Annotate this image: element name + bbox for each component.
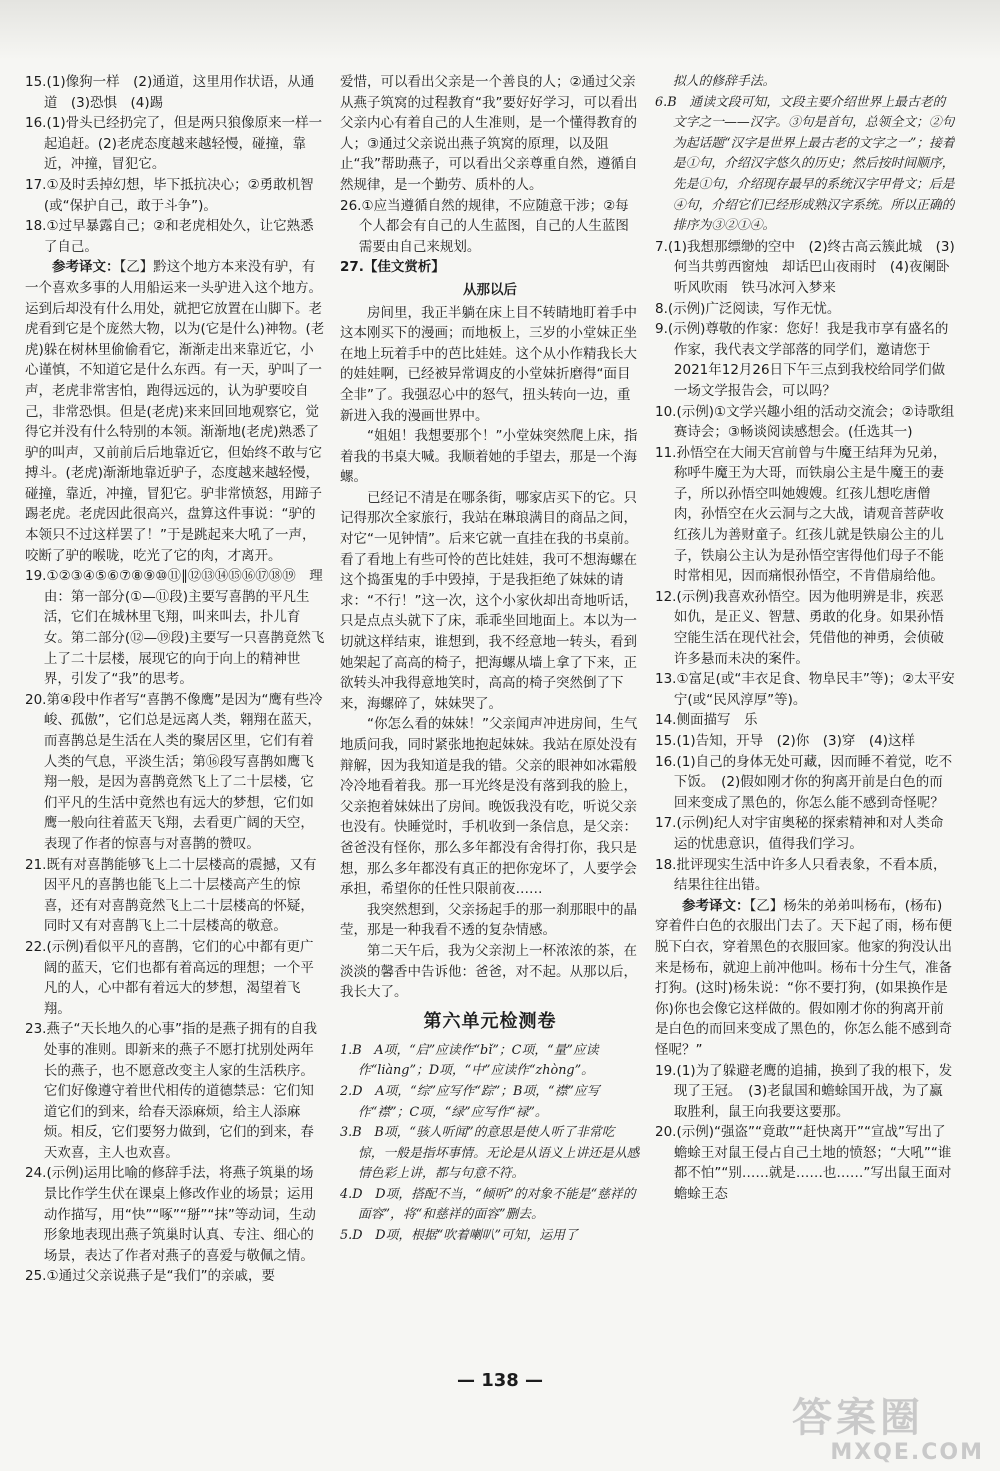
site-watermark xyxy=(792,1396,992,1466)
answer-item xyxy=(655,319,955,401)
essay-paragraph xyxy=(340,488,640,715)
text: “你怎么看的妹妹！”父亲闻声冲进房间，生气地质问我，同时紧张地抱起妹妹。我站在原处没有辩解，因为我知道是我的错。父亲的眼神如冰霜般冷冷地看着我。那一耳光终是没有落到我的脸上，父亲抱着妹妹出了房间。晚饭我没有吃，听说父亲也没有。快睡觉时，手机收到一条信息，是父亲：爸爸没有怪你，那么多年都没有舍得打你，我只是想，那么多年都没有真正的把你宠坏了，人要学会承担，希望你的任性只限前夜…… xyxy=(340,716,638,898)
text: 18.批评现实生活中许多人只看表象，不看本质，结果往往出错。 xyxy=(655,856,947,894)
answer-item xyxy=(340,1226,640,1247)
answer-item xyxy=(655,587,955,669)
answer-item xyxy=(655,402,955,443)
text: 房间里，我正半躺在床上目不转睛地盯着手中这本刚买下的漫画；而地板上，三岁的小堂妹正坐在地上玩着手中的芭比娃娃。这个从小作精我长大的娃娃啊，已经被异常调皮的小堂妹折磨得“面目全非”了。我强忍心中的怒气，扭头转向一边，重新进入我的漫画世界中。 xyxy=(340,304,637,424)
essay-paragraph xyxy=(340,714,640,899)
text: 13.①富足(或“丰衣足食、物阜民丰”等)；②太平安宁(或“民风淳厚”等)。 xyxy=(655,671,955,708)
text: 已经记不清是在哪条街，哪家店买下的它。只记得那次全家旅行，我站在琳琅满目的商品之间，对它“一见钟情”。后来它就一直挂在我的书桌前。看了看地上有些可怜的芭比娃娃，我可不想海螺在这个捣蛋鬼的手中毁掉，于是我拒绝了妹妹的请求：“不行！”这一次，这个小家伙却出奇地听话，只是点点头就下了床，乖乖坐回地面上。本以为一切就这样结束，谁想到，我不经意地一转头，看到她架起了高高的椅子，把海螺从墙上拿了下来，正欲转头冲我得意地笑时，高高的椅子突然倒了下来，海螺碎了，妹妹哭了。 xyxy=(340,489,638,712)
answer-item xyxy=(25,855,325,937)
answer-item xyxy=(25,175,325,216)
unit-test-title xyxy=(340,1007,640,1037)
reference-translation xyxy=(25,257,325,566)
essay-title xyxy=(340,280,640,301)
reference-translation xyxy=(655,896,955,1061)
text: 【乙】杨朱的弟弟叫杨布，(杨布)穿着件白色的衣服出门去了。天下起了雨，杨布便脱下白衣，穿着黑色的衣服回家。他家的狗没认出来是杨布，就迎上前冲他叫。杨布十分生气，准备打狗。(这时)杨朱说：“你不要打狗，(如果换作是你)你也会像它这样做的。假如刚才你的狗离开前是白色的而回来变成了黑色的，你怎么能不感到奇怪呢？” xyxy=(655,897,952,1058)
text: 7.(1)我想那缥缈的空中 (2)终古高云簇此城 (3)何当共剪西窗烛 却话巴山夜雨时 (4)夜阑卧听风吹雨 铁马冰河入梦来 xyxy=(655,238,955,296)
text: 爱惜，可以看出父亲是一个善良的人；②通过父亲从燕子筑窝的过程教育“我”要好好学习，可以看出父亲内心有着自己的人生准则，是一个懂得教育的人；③通过父亲说出燕子筑窝的原理，以及阻止“我”帮助燕子，可以看出父亲尊重自然，遵循自然规律，是一个勤劳、质朴的人。 xyxy=(340,74,638,193)
answer-item xyxy=(25,1019,325,1163)
text: “姐姐！我想要那个！”小堂妹突然爬上床，指着我的书桌大喊。我顺着她的手望去，那是一个海螺。 xyxy=(340,428,638,486)
essay-paragraph xyxy=(340,426,640,488)
answer-column-right xyxy=(655,72,955,1362)
answer-item xyxy=(655,813,955,854)
answer-column-left xyxy=(25,72,325,1362)
text: 3.B B项，“骇人听闻”的意思是使人听了非常吃惊，一般是指坏事情。无论是从语义上讲还是从感情色彩上讲，都与句意不符。 xyxy=(340,1125,640,1182)
essay-paragraph xyxy=(340,303,640,427)
translation-label: 参考译文： xyxy=(682,897,750,914)
text: 16.(1)骨头已经扔完了，但是两只狼像原来一样一起追赶。(2)老虎态度越来越轻慢，碰撞，靠近，冲撞，冒犯它。 xyxy=(25,115,323,173)
answer-item xyxy=(25,690,325,855)
answer-item xyxy=(655,237,955,299)
answer-item xyxy=(655,93,955,237)
answer-item xyxy=(655,710,955,731)
text: 15.(1)告知，开导 (2)你 (3)穿 (4)这样 xyxy=(655,733,915,749)
text: 23.燕子“天长地久的心事”指的是燕子拥有的自我处事的准则。即新来的燕子不愿打扰别处两年长的燕子，也不愿意改变主人家的生活秩序。它们好像遵守着世代相传的道德禁忌：它们知道它们的到来，给春天添麻烦，给主人添麻烦。相反，它们要努力做到，它们的到来，春天欢喜，主人也欢喜。 xyxy=(25,1021,317,1161)
answer-item xyxy=(340,1123,640,1185)
text: 21.既有对喜鹊能够飞上二十层楼高的震撼，又有因平凡的喜鹊也能飞上二十层楼高产生的惊喜，还有对喜鹊竟然飞上二十层楼高的怀疑，同时又有对喜鹊飞上二十层楼高的敬意。 xyxy=(25,856,317,935)
answer-item xyxy=(25,937,325,1019)
answer-item xyxy=(25,1163,325,1266)
text: 19.①②③④⑤⑥⑦⑧⑨⑩⑪∥⑫⑬⑭⑮⑯⑰⑱⑲ 理由：第一部分(①—⑪段)主要写喜鹊的平凡生活，它们在城林里飞翔，叫来叫去，扑儿育女。第二部分(⑫—⑲段)主要写一只喜鹊竟然飞上了二十层楼，展现它的向于向上的精神世界，引发了“我”的思考。 xyxy=(25,568,325,688)
text: 24.(示例)运用比喻的修辞手法，将燕子筑巢的场景比作学生伏在课桌上修改作业的场景；运用动作描写，用“快”“啄”“掰”“抹”等动词，生动形象地表现出燕子筑巢时认真、专注、细心的场景，表达了作者对燕子的喜爱与敬佩之情。 xyxy=(25,1165,316,1264)
text: 9.(示例)尊敬的作家：您好！我是我市享有盛名的作家，我代表文学部落的同学们，邀请您于2021年12月26日下午三点到我校给同学们做一场文学报告会，可以吗？ xyxy=(655,321,949,399)
scan-top-shading xyxy=(0,0,1000,60)
text: 11.孙悟空在大闹天宫前曾与牛魔王结拜为兄弟，称呼牛魔王为大哥，而铁扇公主是牛魔王的妻子，所以孙悟空叫她嫂嫂。红孩儿想吃唐僧肉，孙悟空在火云洞与之大战，请观音菩萨收红孩儿为善财童子。红孩儿就是铁扇公主的儿子，铁扇公主认为是孙悟空害得他们母子不能时常相见，因而痛恨孙悟空，不肯借扇给他。 xyxy=(655,444,947,585)
text: 25.①通过父亲说燕子是“我们”的亲戚，要 xyxy=(25,1268,276,1285)
text: 10.(示例)①文学兴趣小组的活动交流会；②诗歌组赛诗会；③畅谈阅读感想会。(任选其一) xyxy=(655,403,955,441)
answer-item xyxy=(25,1266,325,1287)
continued-text xyxy=(655,72,955,93)
text: 6.B 通读文段可知，文段主要介绍世界上最古老的文字之一——汉字。③句是首句，总领全文；②句为起话题“汉字是世界上最古老的文字之一”；接着是①句，介绍汉字悠久的历史；然后按时间顺序，先是①句，介绍现存最早的系统汉字甲骨文；后是④句，介绍它们已经形成熟汉字系统。所以正确的排序为③②①④。 xyxy=(655,94,955,234)
answer-item xyxy=(25,216,325,257)
text: 5.D D项，根据“吹着喇叭”可知，运用了 xyxy=(340,1228,578,1244)
text: 从那以后 xyxy=(463,281,517,298)
section-heading xyxy=(340,257,640,278)
text: 19.(1)为了躲避老鹰的追捕，换到了我的根下，发现了王冠。 (3)老鼠国和蟾蜍国开战，为了赢取胜利，鼠王向我要这要那。 xyxy=(655,1062,953,1120)
text: 17.①及时丢掉幻想，毕下抵抗决心；②勇敢机智(或“保护自己，敢于斗争”)。 xyxy=(25,176,314,214)
answer-column-middle xyxy=(340,72,640,1362)
answer-item xyxy=(655,1061,955,1123)
answer-item xyxy=(340,196,640,258)
text: 拟人的修辞手法。 xyxy=(672,74,776,89)
translation-label: 参考译文： xyxy=(52,259,120,276)
text: 第二天午后，我为父亲沏上一杯浓浓的茶，在淡淡的馨香中告诉他：爸爸，对不起。从那以后，我长大了。 xyxy=(340,942,637,1001)
text: 2.D A项，“综”应写作“踪”；B项，“襟”应写作“襟”；C项，“绿”应写作“禄”。 xyxy=(340,1083,600,1120)
text: 20.(示例)“强盗”“竟敢”“赶快离开”“宣战”写出了蟾蜍王对鼠王侵占自己土地的愤怒；“大吼”“谁都不怕”“别……就是……也……”写出鼠王面对蟾蜍王态 xyxy=(655,1124,952,1203)
answer-item xyxy=(340,1082,640,1123)
essay-paragraph xyxy=(340,900,640,941)
answer-item xyxy=(655,731,955,752)
watermark-domain: MXQE.COM xyxy=(830,1440,984,1465)
text: 16.(1)自己的身体无处可藏，因而睡不着觉，吃不下饭。 (2)假如刚才你的狗离开前是白色的而回来变成了黑色的，你怎么能不感到奇怪呢？ xyxy=(655,753,953,811)
page-number: — 138 — xyxy=(456,1370,544,1391)
answer-item xyxy=(655,1122,955,1204)
text: 8.(示例)广泛阅读，写作无忧。 xyxy=(655,300,841,317)
text: 12.(示例)我喜欢孙悟空。因为他明辨是非，疾恶如仇，是正义、智慧、勇敢的化身。如果孙悟空能生活在现代社会，凭借他的神勇，会侦破许多悬而未决的案件。 xyxy=(655,588,944,667)
answer-item xyxy=(25,72,325,113)
text: 27.【佳文赏析】 xyxy=(340,259,445,276)
text: 4.D D项，搭配不当，“倾听”的对象不能是“慈祥的面容”，将“和慈祥的面容”删去。 xyxy=(340,1186,636,1223)
answer-item xyxy=(25,566,325,690)
text: 18.①过早暴露自己；②和老虎相处久，让它熟悉了自己。 xyxy=(25,218,314,255)
answer-item xyxy=(655,299,955,320)
text: 15.(1)像狗一样 (2)通道，这里用作状语，从通道 (3)恐惧 (4)踢 xyxy=(25,74,315,111)
text: 【乙】黔这个地方本来没有驴，有一个喜欢多事的人用船运来一头驴进入这个地方。运到后却没有什么用处，就把它放置在山脚下。老虎看到它是个庞然大物，以为(它是什么)神物。(老虎)躲在树林里偷偷看它，渐渐走出来靠近它，小心谨慎，不知道它是什么东西。有一天，驴叫了一声，老虎非常害怕，跑得远远的，认为驴要咬自己，非常恐惧。但是(老虎)来来回回地观察它，觉得它并没有什么特别的本领。渐渐地(老虎)熟悉了驴的叫声，又前前后后地靠近它，但始终不敢与它搏斗。(老虎)渐渐地靠近驴子，态度越来越轻慢，碰撞，靠近，冲撞，冒犯它。驴非常愤怒，用蹄子踢老虎。老虎因此很高兴，盘算这件事说：“驴的本领只不过这样罢了！”于是跳起来大吼了一声，咬断了驴的喉咙，吃光了它的肉，才离开。 xyxy=(25,259,325,564)
answer-item xyxy=(655,669,955,710)
watermark-logo-text: 答案圈 xyxy=(792,1395,924,1441)
text: 20.第④段中作者写“喜鹊不像鹰”是因为“鹰有些冷峻、孤傲”，它们总是远离人类，翱翔在蓝天，而喜鹊总是生活在人类的聚居区里，它们有着人类的气息，平淡生活；第⑯段写喜鹊如鹰飞翔一般，是因为喜鹊竟然飞上了二十层楼，它们平凡的生活中竟然也有远大的梦想，它们如鹰一般向往着蓝天飞翔，去看更广阔的天空，表现了作者的惊喜与对喜鹊的赞叹。 xyxy=(25,691,323,852)
answer-item xyxy=(655,443,955,587)
text: 22.(示例)看似平凡的喜鹊，它们的心中都有更广阔的蓝天，它们也都有着高远的理想；一个平凡的人，心中都有着远大的梦想，渴望着飞翔。 xyxy=(25,938,314,1017)
essay-paragraph xyxy=(340,941,640,1003)
text: 1.B A项，“启”应读作“bǐ”；C项，“量”应读作“liàng”；D项，“中”应读作“zhòng”。 xyxy=(340,1042,599,1079)
text: 第六单元检测卷 xyxy=(423,1010,557,1032)
answer-item xyxy=(655,855,955,896)
answer-item xyxy=(25,113,325,175)
text: 14.侧面描写 乐 xyxy=(655,712,758,729)
text: 26.①应当遵循自然的规律，不应随意干涉；②每个人都会有自己的人生蓝图，自己的人生蓝图需要由自己来规划。 xyxy=(340,197,629,255)
continued-text xyxy=(340,72,640,196)
answer-item xyxy=(655,752,955,814)
text: 我突然想到，父亲扬起手的那一刹那眼中的晶莹，那是一种我看不透的复杂情感。 xyxy=(340,901,637,939)
answer-item xyxy=(340,1185,640,1226)
text: 17.(示例)纪人对宇宙奥秘的探索精神和对人类命运的忧患意识，值得我们学习。 xyxy=(655,815,944,852)
answer-item xyxy=(340,1041,640,1082)
